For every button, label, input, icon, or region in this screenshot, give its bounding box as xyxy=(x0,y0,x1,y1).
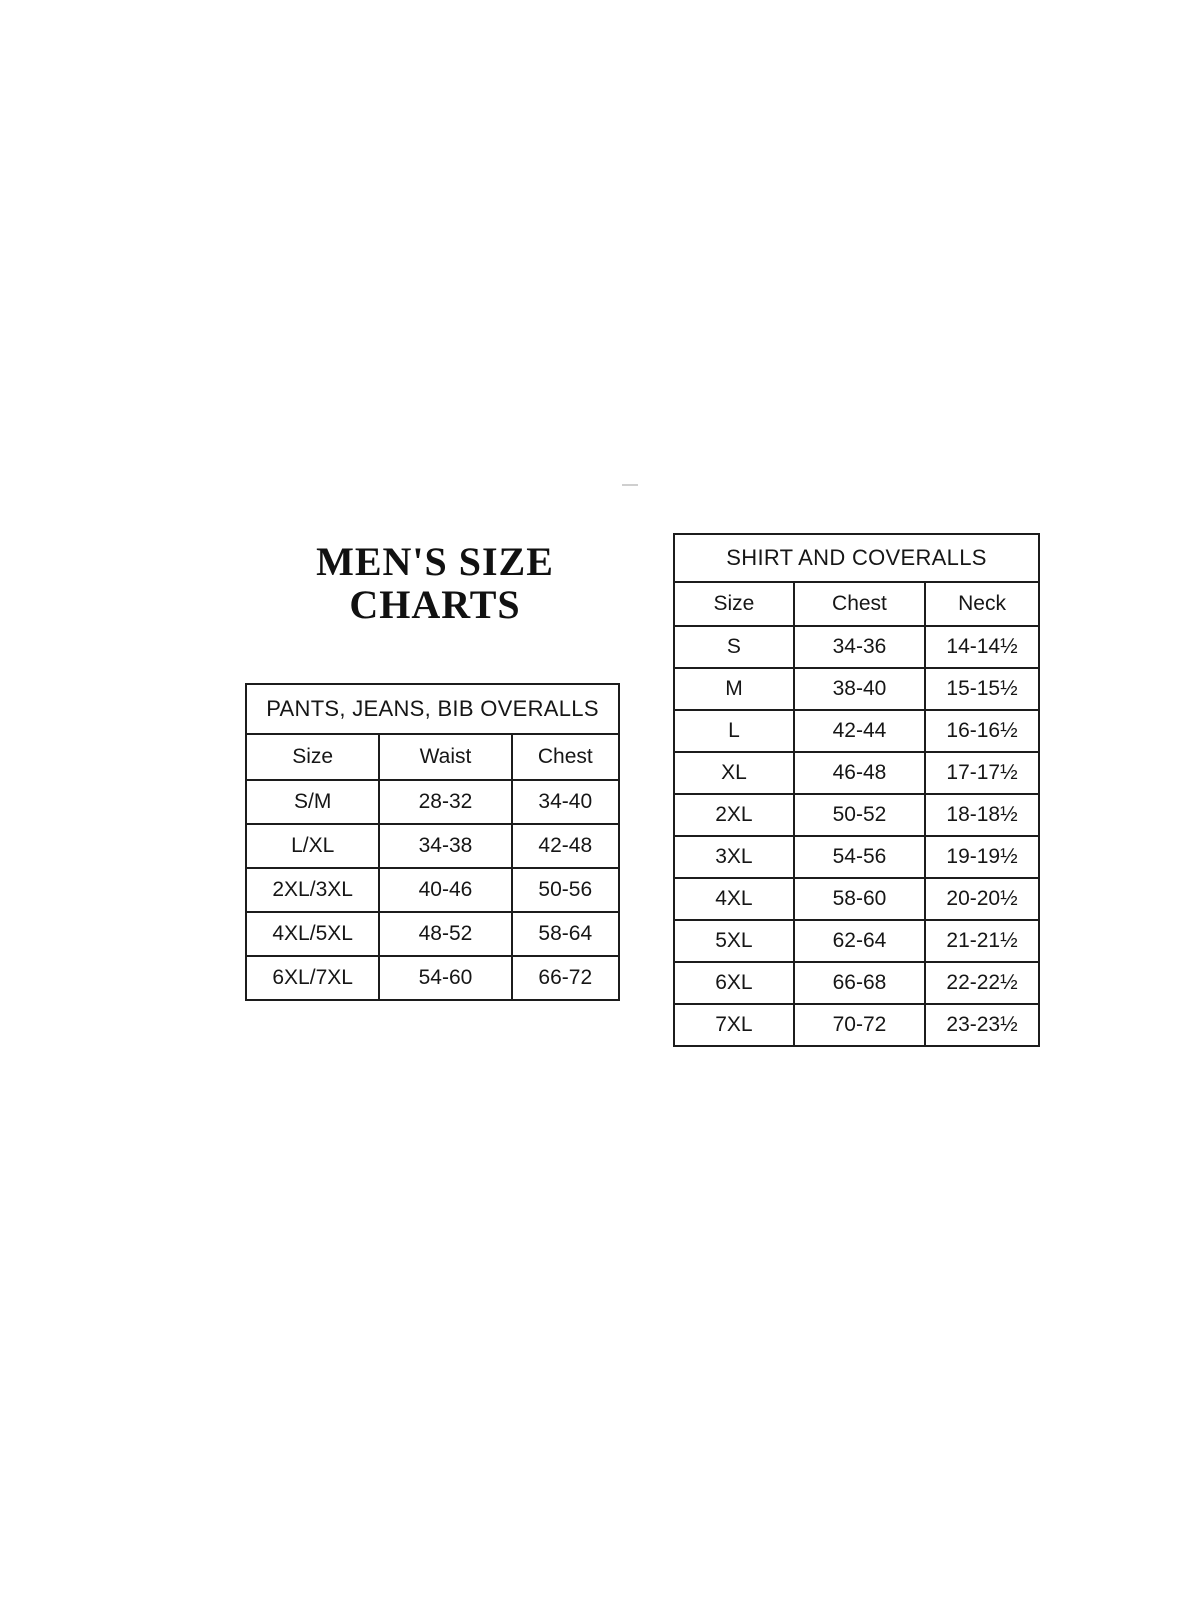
shirt-cell-size: 3XL xyxy=(674,836,794,878)
table-row xyxy=(246,780,619,824)
shirt-cell-chest: 66-68 xyxy=(794,962,925,1004)
shirt-cell-chest: 50-52 xyxy=(794,794,925,836)
table-row xyxy=(246,912,619,956)
shirt-cell-neck: 14-14½ xyxy=(925,626,1039,668)
pants-cell-chest: 34-40 xyxy=(512,780,619,824)
table-row xyxy=(674,1004,1039,1046)
pants-header-chest: Chest xyxy=(512,734,619,780)
table-header-row xyxy=(246,734,619,780)
pants-table-caption: PANTS, JEANS, BIB OVERALLS xyxy=(246,684,619,734)
shirt-header-chest: Chest xyxy=(794,582,925,626)
shirt-cell-neck: 23-23½ xyxy=(925,1004,1039,1046)
shirt-cell-neck: 19-19½ xyxy=(925,836,1039,878)
shirt-cell-size: 4XL xyxy=(674,878,794,920)
shirt-cell-chest: 70-72 xyxy=(794,1004,925,1046)
page-title-line-2: CHARTS xyxy=(349,582,521,628)
shirt-table-caption: SHIRT AND COVERALLS xyxy=(674,534,1039,582)
shirt-cell-size: 2XL xyxy=(674,794,794,836)
shirt-size-table xyxy=(673,533,1040,1047)
shirt-cell-chest: 58-60 xyxy=(794,878,925,920)
pants-cell-size: 2XL/3XL xyxy=(246,868,379,912)
pants-cell-waist: 40-46 xyxy=(379,868,511,912)
shirt-cell-size: 7XL xyxy=(674,1004,794,1046)
pants-cell-size: 6XL/7XL xyxy=(246,956,379,1000)
shirt-cell-neck: 17-17½ xyxy=(925,752,1039,794)
table-row xyxy=(674,878,1039,920)
table-row xyxy=(674,836,1039,878)
shirt-header-neck: Neck xyxy=(925,582,1039,626)
table-row xyxy=(674,710,1039,752)
pants-header-waist: Waist xyxy=(379,734,511,780)
scan-artifact-mark xyxy=(622,484,638,486)
shirt-header-size: Size xyxy=(674,582,794,626)
table-row xyxy=(674,668,1039,710)
shirt-cell-neck: 21-21½ xyxy=(925,920,1039,962)
pants-cell-size: L/XL xyxy=(246,824,379,868)
table-caption-row xyxy=(246,684,619,734)
table-row xyxy=(674,752,1039,794)
shirt-cell-chest: 62-64 xyxy=(794,920,925,962)
shirt-cell-neck: 22-22½ xyxy=(925,962,1039,1004)
table-header-row xyxy=(674,582,1039,626)
shirt-cell-size: L xyxy=(674,710,794,752)
shirt-cell-size: S xyxy=(674,626,794,668)
shirt-cell-size: XL xyxy=(674,752,794,794)
pants-cell-waist: 54-60 xyxy=(379,956,511,1000)
table-caption-row xyxy=(674,534,1039,582)
page-title xyxy=(245,540,625,626)
pants-cell-size: S/M xyxy=(246,780,379,824)
table-row xyxy=(246,824,619,868)
shirt-cell-size: 6XL xyxy=(674,962,794,1004)
pants-cell-chest: 50-56 xyxy=(512,868,619,912)
shirt-cell-neck: 18-18½ xyxy=(925,794,1039,836)
shirt-cell-chest: 54-56 xyxy=(794,836,925,878)
table-row xyxy=(246,956,619,1000)
shirt-cell-neck: 20-20½ xyxy=(925,878,1039,920)
table-row xyxy=(674,626,1039,668)
pants-cell-waist: 28-32 xyxy=(379,780,511,824)
pants-header-size: Size xyxy=(246,734,379,780)
shirt-cell-chest: 34-36 xyxy=(794,626,925,668)
page-title-line-1: MEN'S SIZE xyxy=(316,539,554,584)
pants-cell-chest: 66-72 xyxy=(512,956,619,1000)
shirt-cell-size: 5XL xyxy=(674,920,794,962)
table-row xyxy=(674,920,1039,962)
pants-cell-chest: 58-64 xyxy=(512,912,619,956)
pants-cell-chest: 42-48 xyxy=(512,824,619,868)
shirt-cell-chest: 42-44 xyxy=(794,710,925,752)
pants-cell-waist: 48-52 xyxy=(379,912,511,956)
shirt-cell-size: M xyxy=(674,668,794,710)
shirt-cell-neck: 15-15½ xyxy=(925,668,1039,710)
pants-cell-size: 4XL/5XL xyxy=(246,912,379,956)
table-row xyxy=(674,794,1039,836)
shirt-cell-chest: 38-40 xyxy=(794,668,925,710)
pants-size-table xyxy=(245,683,620,1001)
shirt-cell-chest: 46-48 xyxy=(794,752,925,794)
table-row xyxy=(674,962,1039,1004)
table-row xyxy=(246,868,619,912)
shirt-cell-neck: 16-16½ xyxy=(925,710,1039,752)
pants-cell-waist: 34-38 xyxy=(379,824,511,868)
